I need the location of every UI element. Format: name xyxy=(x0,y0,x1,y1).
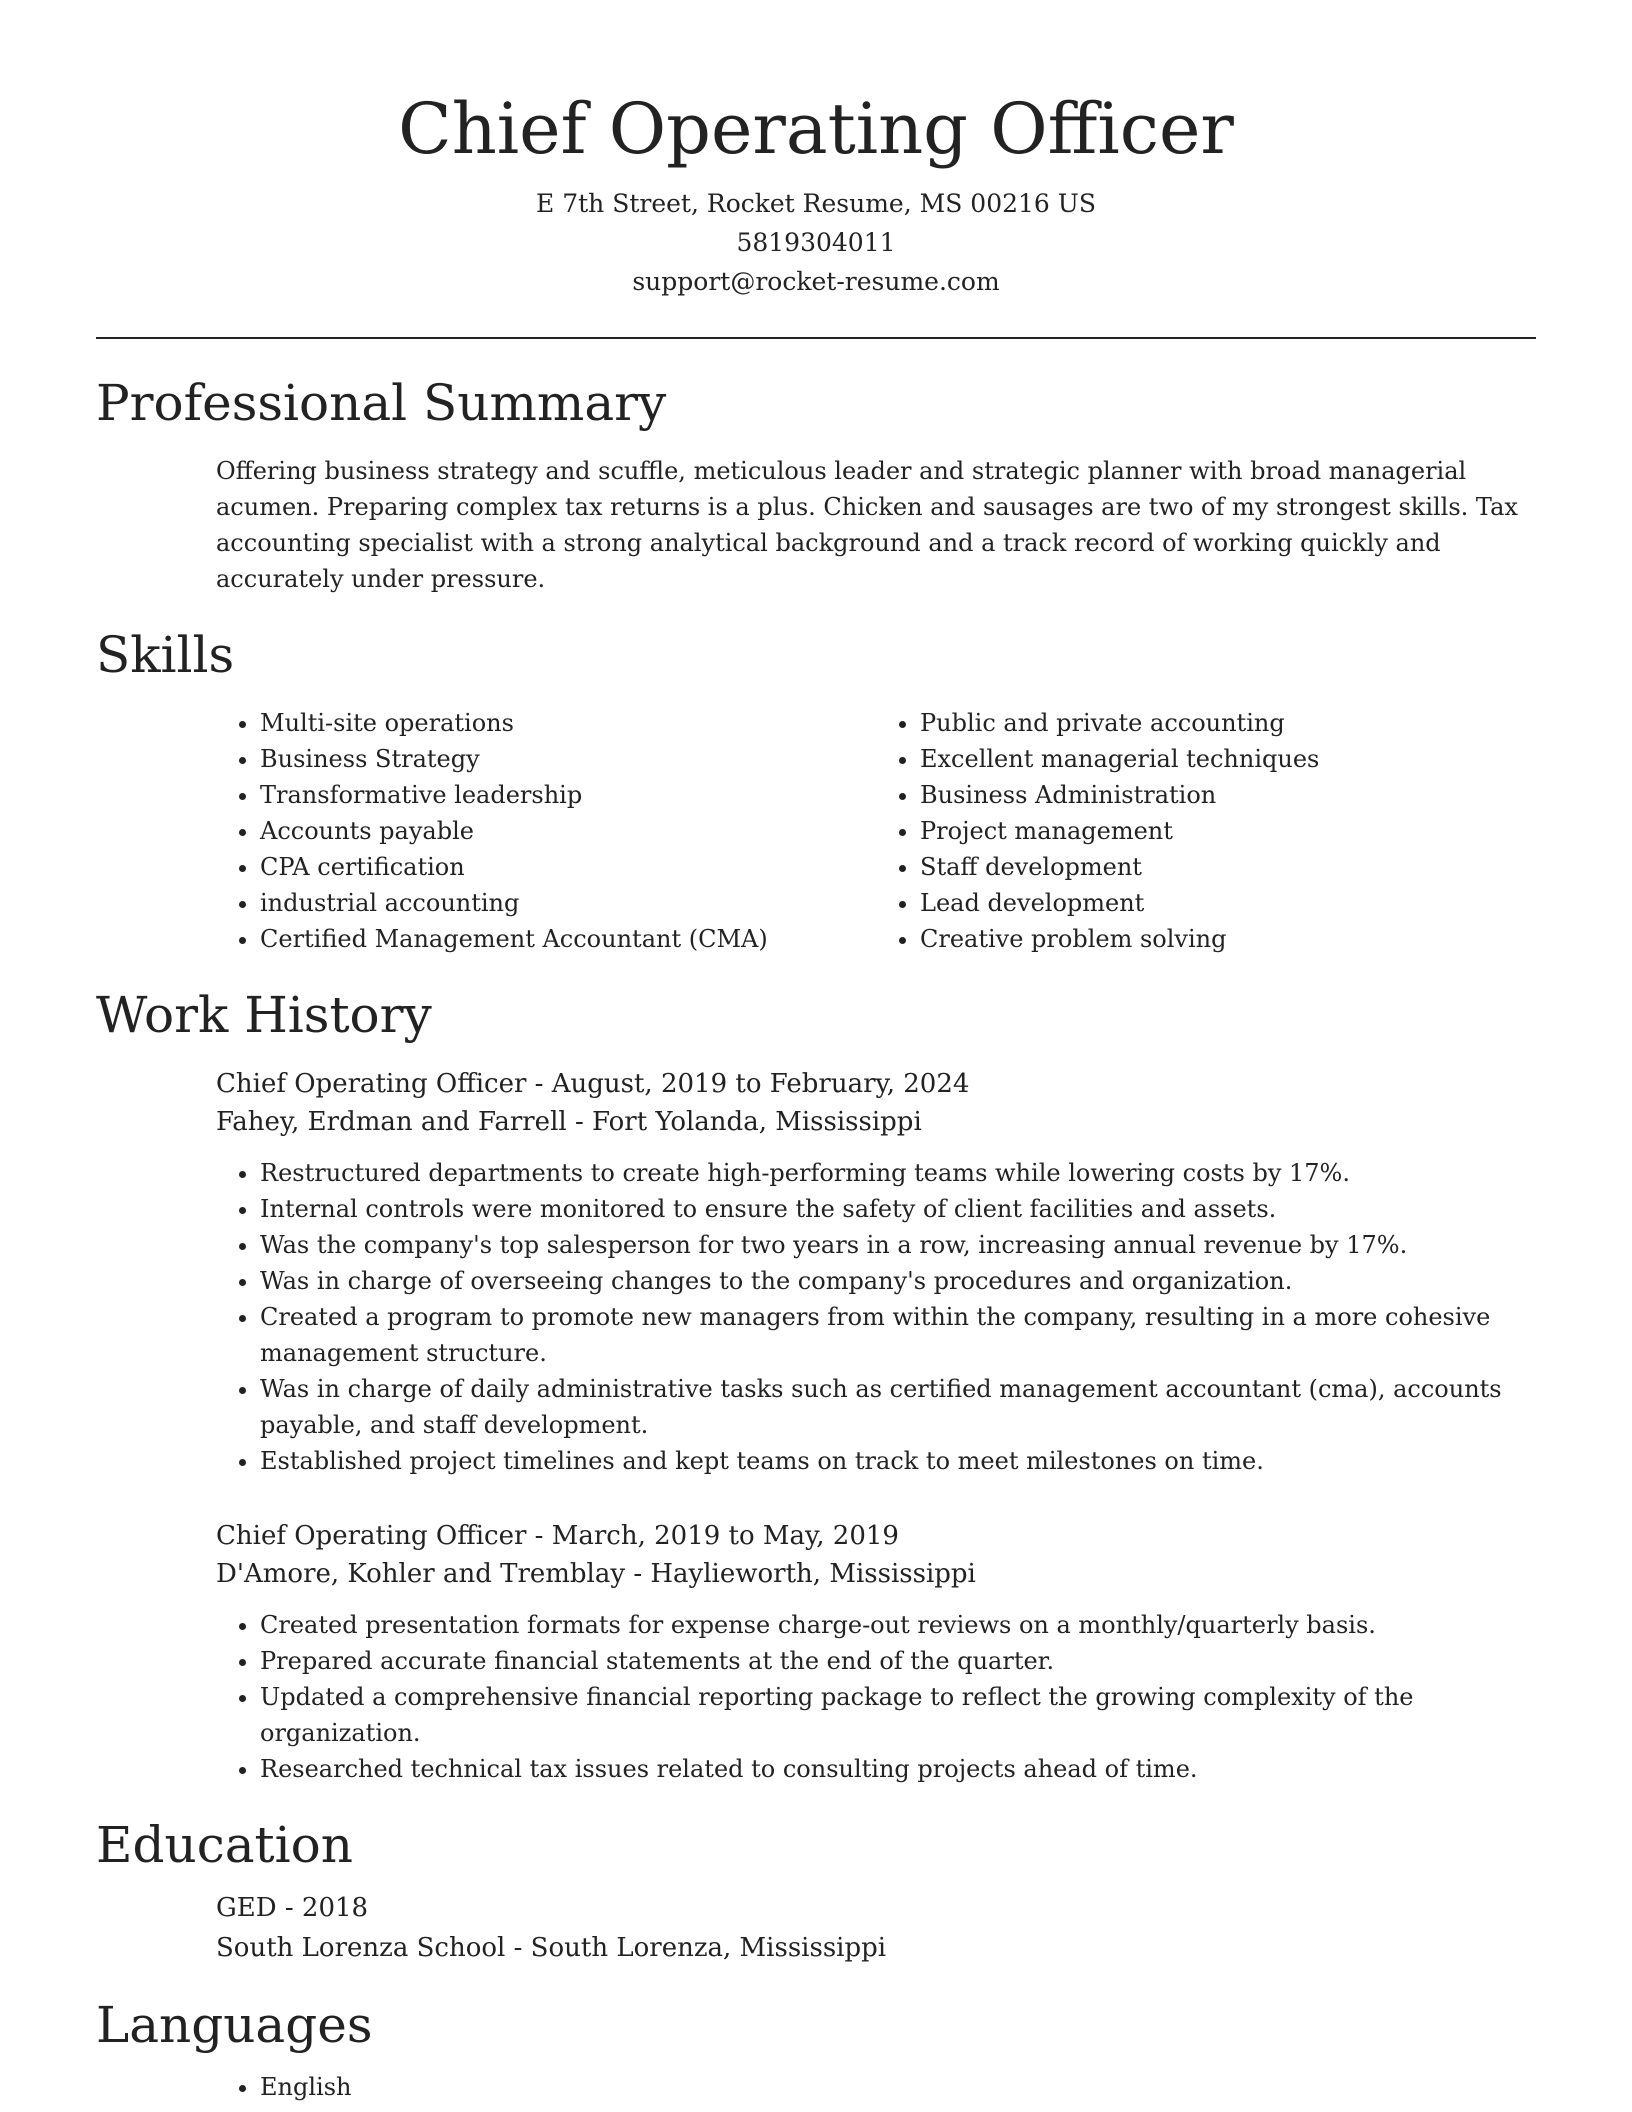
job-bullet: • Was in charge of daily administrative tasks such as certified management accountant (cma), accounts payable, and staff development. xyxy=(260,1371,1536,1443)
resume-header xyxy=(96,0,1536,301)
skill-item: • Accounts payable xyxy=(260,813,876,849)
job-company: D'Amore, Kohler and Tremblay xyxy=(216,1559,626,1589)
job-bullet: • Researched technical tax issues related to consulting projects ahead of time. xyxy=(260,1751,1536,1787)
skills-left-list xyxy=(216,705,876,957)
languages-heading: Languages xyxy=(96,1996,373,2054)
skills-columns xyxy=(216,705,1536,957)
job-title: Chief Operating Officer xyxy=(216,1069,527,1099)
education-entry xyxy=(216,1889,1536,1967)
education-school-line xyxy=(216,1929,1536,1967)
job-title-line xyxy=(216,1517,1536,1555)
job-bullet: • Internal controls were monitored to ensure the safety of client facilities and assets. xyxy=(260,1191,1536,1227)
languages-section xyxy=(96,1995,1536,2105)
job-bullets xyxy=(216,1607,1536,1787)
education-degree: GED xyxy=(216,1893,277,1923)
job-bullets xyxy=(216,1155,1536,1479)
skill-item: • CPA certification xyxy=(260,849,876,885)
education-degree-line xyxy=(216,1889,1536,1927)
skill-item: • Creative problem solving xyxy=(920,921,1536,957)
job-bullet: • Was in charge of overseeing changes to the company's procedures and organization. xyxy=(260,1263,1536,1299)
skill-item: • Certified Management Accountant (CMA) xyxy=(260,921,876,957)
contact-email: support@rocket-resume.com xyxy=(632,267,1000,296)
education-location: - South Lorenza, Mississippi xyxy=(505,1933,887,1963)
job-bullet: • Restructured departments to create high-performing teams while lowering costs by 17%. xyxy=(260,1155,1536,1191)
skill-item: • Staff development xyxy=(920,849,1536,885)
jobs-list xyxy=(96,1065,1536,1787)
job-entry xyxy=(96,1065,1536,1479)
skill-item: • Transformative leadership xyxy=(260,777,876,813)
resume-name: Chief Operating Officer xyxy=(398,88,1234,170)
job-bullet: • Prepared accurate financial statements at the end of the quarter. xyxy=(260,1643,1536,1679)
skill-item: • industrial accounting xyxy=(260,885,876,921)
summary-heading: Professional Summary xyxy=(96,374,667,432)
skills-heading: Skills xyxy=(96,626,235,684)
job-bullet: • Was the company's top salesperson for two years in a row, increasing annual revenue by 17%. xyxy=(260,1227,1536,1263)
job-title-line xyxy=(216,1065,1536,1103)
job-bullet: • Established project timelines and kept teams on track to meet milestones on time. xyxy=(260,1443,1536,1479)
skill-item: • Business Administration xyxy=(920,777,1536,813)
header-divider xyxy=(96,337,1536,339)
job-location: - Haylieworth, Mississippi xyxy=(625,1559,976,1589)
contact-phone: 5819304011 xyxy=(736,228,896,257)
summary-section xyxy=(96,373,1536,597)
contact-address: E 7th Street, Rocket Resume, MS 00216 US xyxy=(536,189,1096,218)
skills-right-list xyxy=(876,705,1536,957)
job-location: - Fort Yolanda, Mississippi xyxy=(566,1107,922,1137)
education-section xyxy=(96,1815,1536,1967)
job-dates: - March, 2019 to May, 2019 xyxy=(526,1521,899,1551)
skill-item: • Business Strategy xyxy=(260,741,876,777)
job-dates: - August, 2019 to February, 2024 xyxy=(526,1069,970,1099)
work-heading: Work History xyxy=(96,986,432,1044)
job-bullet: • Created presentation formats for expense charge-out reviews on a monthly/quarterly basis. xyxy=(260,1607,1536,1643)
contact-block xyxy=(96,184,1536,301)
skill-item: • Lead development xyxy=(920,885,1536,921)
education-year: - 2018 xyxy=(276,1893,369,1923)
skills-section xyxy=(96,625,1536,957)
skill-item: • Public and private accounting xyxy=(920,705,1536,741)
work-section xyxy=(96,985,1536,1787)
job-company-line xyxy=(216,1555,1536,1593)
resume-page xyxy=(96,0,1536,2105)
summary-text: Offering business strategy and scuffle, meticulous leader and strategic planner with broad managerial acumen. Preparing complex tax returns is a plus. Chicken and sausages are two of my strongest skills. Tax accounting specialist with a strong analytical background and a track record of working quickly and accurately under pressure. xyxy=(216,457,1518,593)
education-school: South Lorenza School xyxy=(216,1933,506,1963)
job-entry xyxy=(96,1517,1536,1787)
education-heading: Education xyxy=(96,1816,353,1874)
job-company: Fahey, Erdman and Farrell xyxy=(216,1107,567,1137)
skill-item: • Project management xyxy=(920,813,1536,849)
job-company-line xyxy=(216,1103,1536,1141)
job-title: Chief Operating Officer xyxy=(216,1521,527,1551)
job-bullet: • Updated a comprehensive financial reporting package to reflect the growing complexity of the organization. xyxy=(260,1679,1536,1751)
languages-list xyxy=(216,2069,1536,2105)
job-bullet: • Created a program to promote new managers from within the company, resulting in a more cohesive management structure. xyxy=(260,1299,1536,1371)
language-item: • English xyxy=(260,2069,1536,2105)
skill-item: • Excellent managerial techniques xyxy=(920,741,1536,777)
skill-item: • Multi-site operations xyxy=(260,705,876,741)
